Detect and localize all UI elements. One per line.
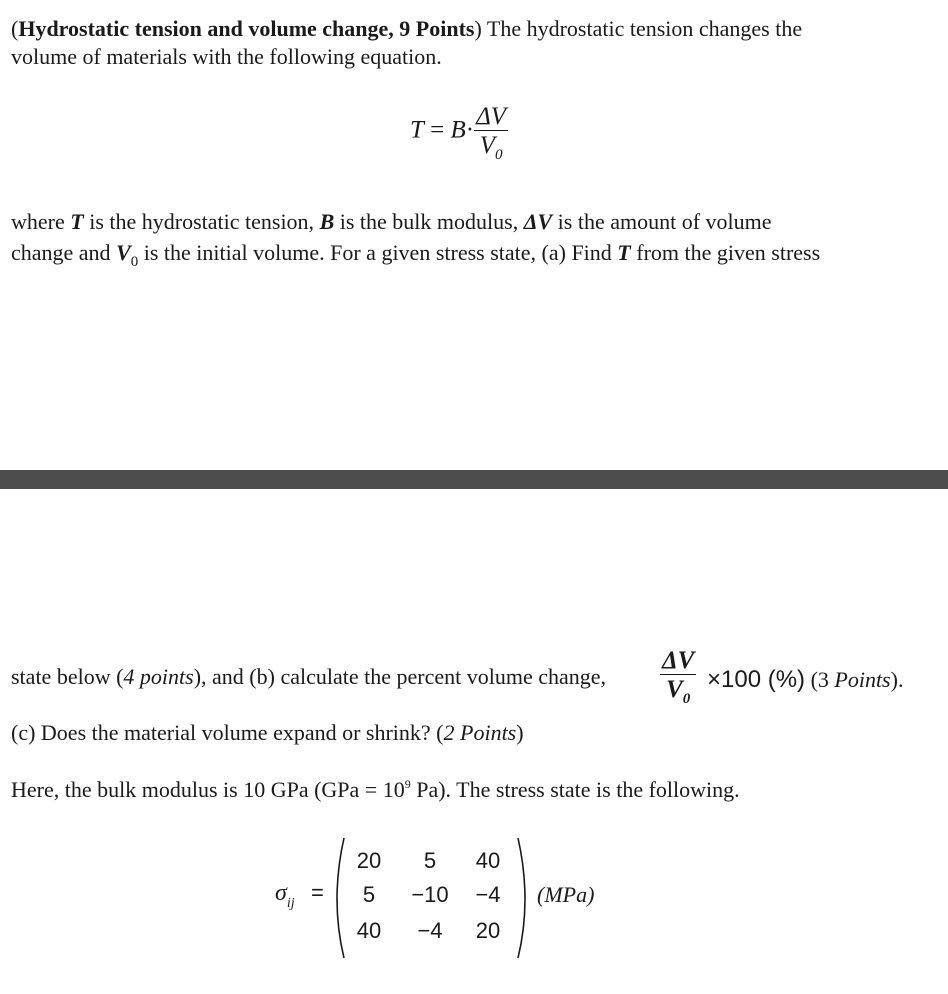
intro-text: The hydrostatic tension changes the [481, 16, 803, 41]
def-text-e: change and [11, 240, 117, 265]
matrix-equals: = [311, 880, 324, 905]
part-c-text: (c) Does the material volume expand or shrink? ( [11, 720, 444, 745]
part-c-points: 2 Points [443, 720, 517, 745]
percent-fraction [660, 647, 696, 708]
def-B: B [319, 209, 335, 234]
eq-denominator-v: V [479, 132, 495, 160]
percent-tail [707, 666, 903, 694]
part-c-line [11, 722, 524, 744]
def-text-c: is the bulk modulus, [334, 209, 524, 234]
eq-numerator: ΔV [476, 103, 507, 130]
matrix-cell: −10 [411, 882, 449, 907]
given-line [11, 779, 740, 801]
def-text-f: is the initial volume. For a given stress state, (a) Find [138, 240, 618, 265]
problem-intro-line2: volume of materials with the following equation. [11, 44, 442, 69]
def-T2: T [617, 240, 631, 265]
eq-denominator [474, 130, 508, 164]
part-b-text-a: state below ( [11, 664, 124, 689]
eq-fraction [474, 103, 508, 164]
percent-denominator [660, 674, 696, 708]
matrix-cell: 40 [475, 848, 501, 873]
def-text-d: is the amount of volume [552, 209, 772, 234]
percent-numerator: ΔV [662, 647, 695, 674]
def-V-sub: 0 [130, 254, 139, 270]
eq-dot: · [465, 116, 475, 144]
part-b-text-b: ), and (b) calculate the percent volume change, [193, 664, 606, 689]
paren-close: ) [474, 16, 482, 41]
given-text-a: Here, the bulk modulus is 10 GPa (GPa = 10 [11, 777, 405, 802]
def-V: V [116, 240, 131, 265]
part-c-close: ) [516, 720, 524, 745]
definitions-line2 [11, 240, 821, 270]
def-text-g: from the given stress [630, 240, 821, 265]
matrix-cell: 20 [475, 918, 501, 943]
matrix-cell: −4 [417, 918, 443, 943]
right-bracket [518, 838, 525, 958]
matrix-cell: 5 [423, 848, 437, 873]
matrix-cell: −4 [475, 882, 501, 907]
sigma-letter: σ [275, 880, 287, 906]
eq-lhs: T [410, 116, 424, 144]
given-text-b: Pa). The stress state is the following. [410, 777, 740, 802]
percent-points: Points [834, 667, 891, 692]
eq-b: B [450, 116, 466, 144]
sigma-subscript: ij [286, 896, 295, 911]
paren-open: ( [11, 16, 19, 41]
percent-points-open: (3 [805, 667, 835, 692]
matrix-cell: 5 [362, 882, 376, 907]
percent-points-close: ). [890, 667, 904, 692]
stress-symbol [275, 880, 295, 911]
eq-denominator-sub: 0 [494, 147, 503, 164]
percent-denominator-sub: 0 [682, 691, 691, 708]
def-T: T [70, 209, 84, 234]
problem-title: Hydrostatic tension and volume change, 9 Points [18, 16, 475, 41]
percent-denominator-v: V [666, 676, 683, 704]
given-exponent: 9 [404, 777, 411, 791]
def-text-b: is the hydrostatic tension, [83, 209, 320, 234]
part-a-points: 4 points [123, 664, 194, 689]
matrix-unit: (MPa) [537, 882, 595, 907]
eq-equals: = [423, 116, 451, 144]
matrix-cell: 40 [356, 918, 382, 943]
percent-times-100: ×100 (%) [707, 666, 806, 693]
parts-line-b [11, 666, 606, 688]
def-text-a: where [11, 209, 71, 234]
def-dV: ΔV [523, 209, 553, 234]
matrix-cell: 20 [356, 848, 382, 873]
definitions-line1 [11, 211, 772, 233]
volume-equation [410, 103, 508, 164]
problem-intro-line1 [11, 18, 802, 40]
page-divider [0, 470, 948, 489]
